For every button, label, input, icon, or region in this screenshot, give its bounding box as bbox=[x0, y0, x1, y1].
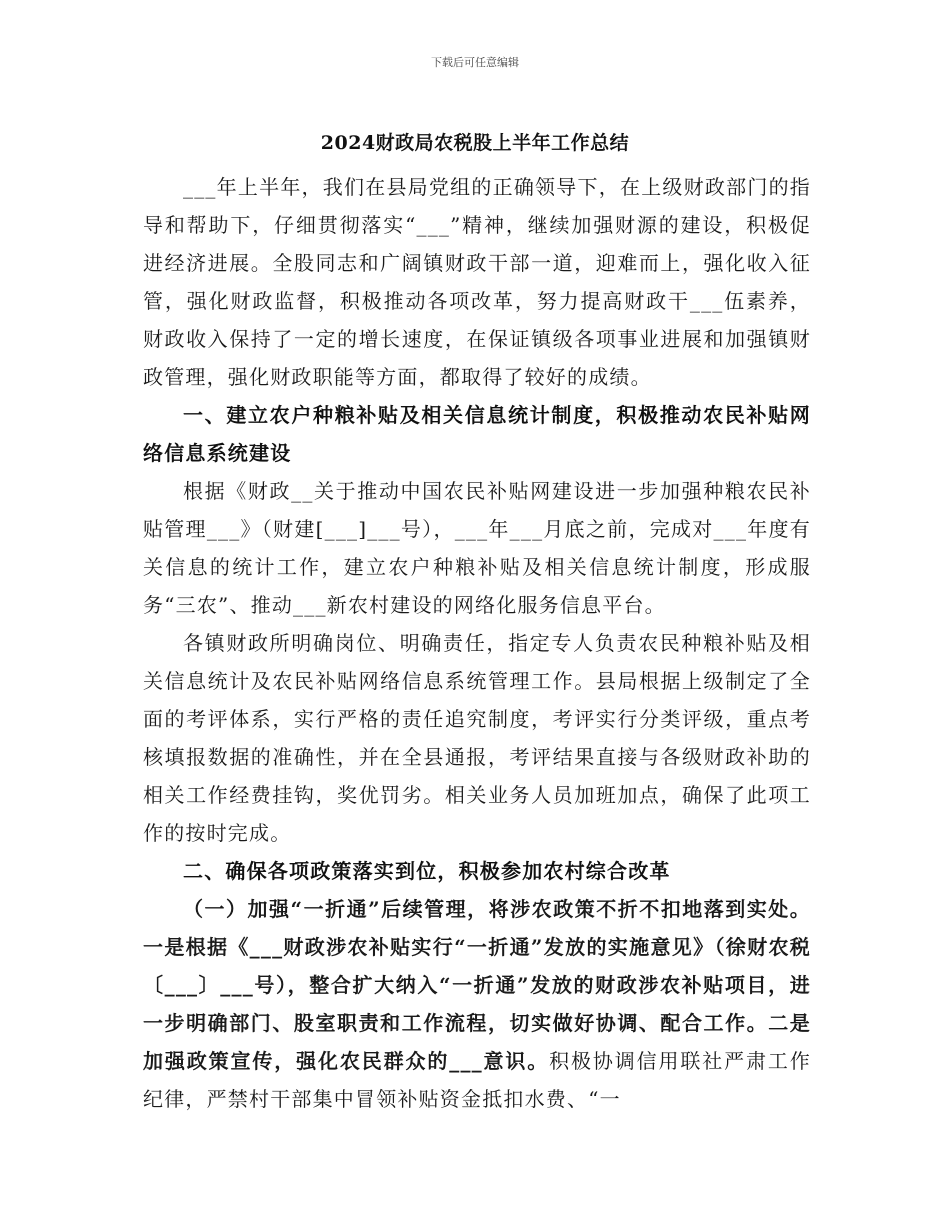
section-2-paragraph-1-bold: （一）加强“一折通”后续管理，将涉农政策不折不扣地落到实处。一是根据《___财政涉农补贴实行“一折通”发放的实施意见》（徐财农税〔___〕___号），整合扩大纳入“一折通”发放的财政涉农补贴项目，进一步明确部门、股室职责和工作流程，切实做好协调、配合工作。二是加强政策宣传，强化农民群众的___意识。 bbox=[143, 897, 811, 1073]
intro-paragraph: ___年上半年，我们在县局党组的正确领导下，在上级财政部门的指导和帮助下，仔细贯彻落实“___”精神，继续加强财源的建设，积极促进经济进展。全股同志和广阔镇财政干部一道，迎难而上，强化收入征管，强化财政监督，积极推动各项改革，努力提高财政干___伍素养，财政收入保持了一定的增长速度，在保证镇级各项事业进展和加强镇财政管理，强化财政职能等方面，都取得了较好的成绩。 bbox=[143, 175, 811, 389]
header-note: 下载后可任意编辑 bbox=[431, 56, 519, 69]
section-2-heading: 二、确保各项政策落实到位，积极参加农村综合改革 bbox=[183, 859, 671, 883]
section-1-paragraph-2: 各镇财政所明确岗位、明确责任，指定专人负责农民种粮补贴及相关信息统计及农民补贴网络信息系统管理工作。县局根据上级制定了全面的考评体系，实行严格的责任追究制度，考评实行分类评级，重点考核填报数据的准确性，并在全县通报，考评结果直接与各级财政补助的相关工作经费挂钩，奖优罚劣。相关业务人员加班加点，确保了此项工作的按时完成。 bbox=[143, 631, 811, 845]
section-2-paragraph-1-normal: 积极协调信用联社严肃工作纪律，严禁村干部集中冒领补贴资金抵扣水费、“一 bbox=[143, 1049, 812, 1111]
section-1-paragraph-1: 根据《财政__关于推动中国农民补贴网建设进一步加强种粮农民补贴管理___》（财建[___]___号），___年___月底之前，完成对___年度有关信息的统计工作，建立农户种粮补贴及相关信息统计制度，形成服务“三农”、推动___新农村建设的网络化服务信息平台。 bbox=[143, 479, 811, 617]
section-1-heading: 一、建立农户种粮补贴及相关信息统计制度，积极推动农民补贴网络信息系统建设 bbox=[143, 403, 811, 465]
section-2-paragraph-1 bbox=[143, 890, 811, 1118]
document-title: 2024财政局农税股上半年工作总结 bbox=[320, 132, 630, 154]
document-body bbox=[143, 168, 811, 1118]
